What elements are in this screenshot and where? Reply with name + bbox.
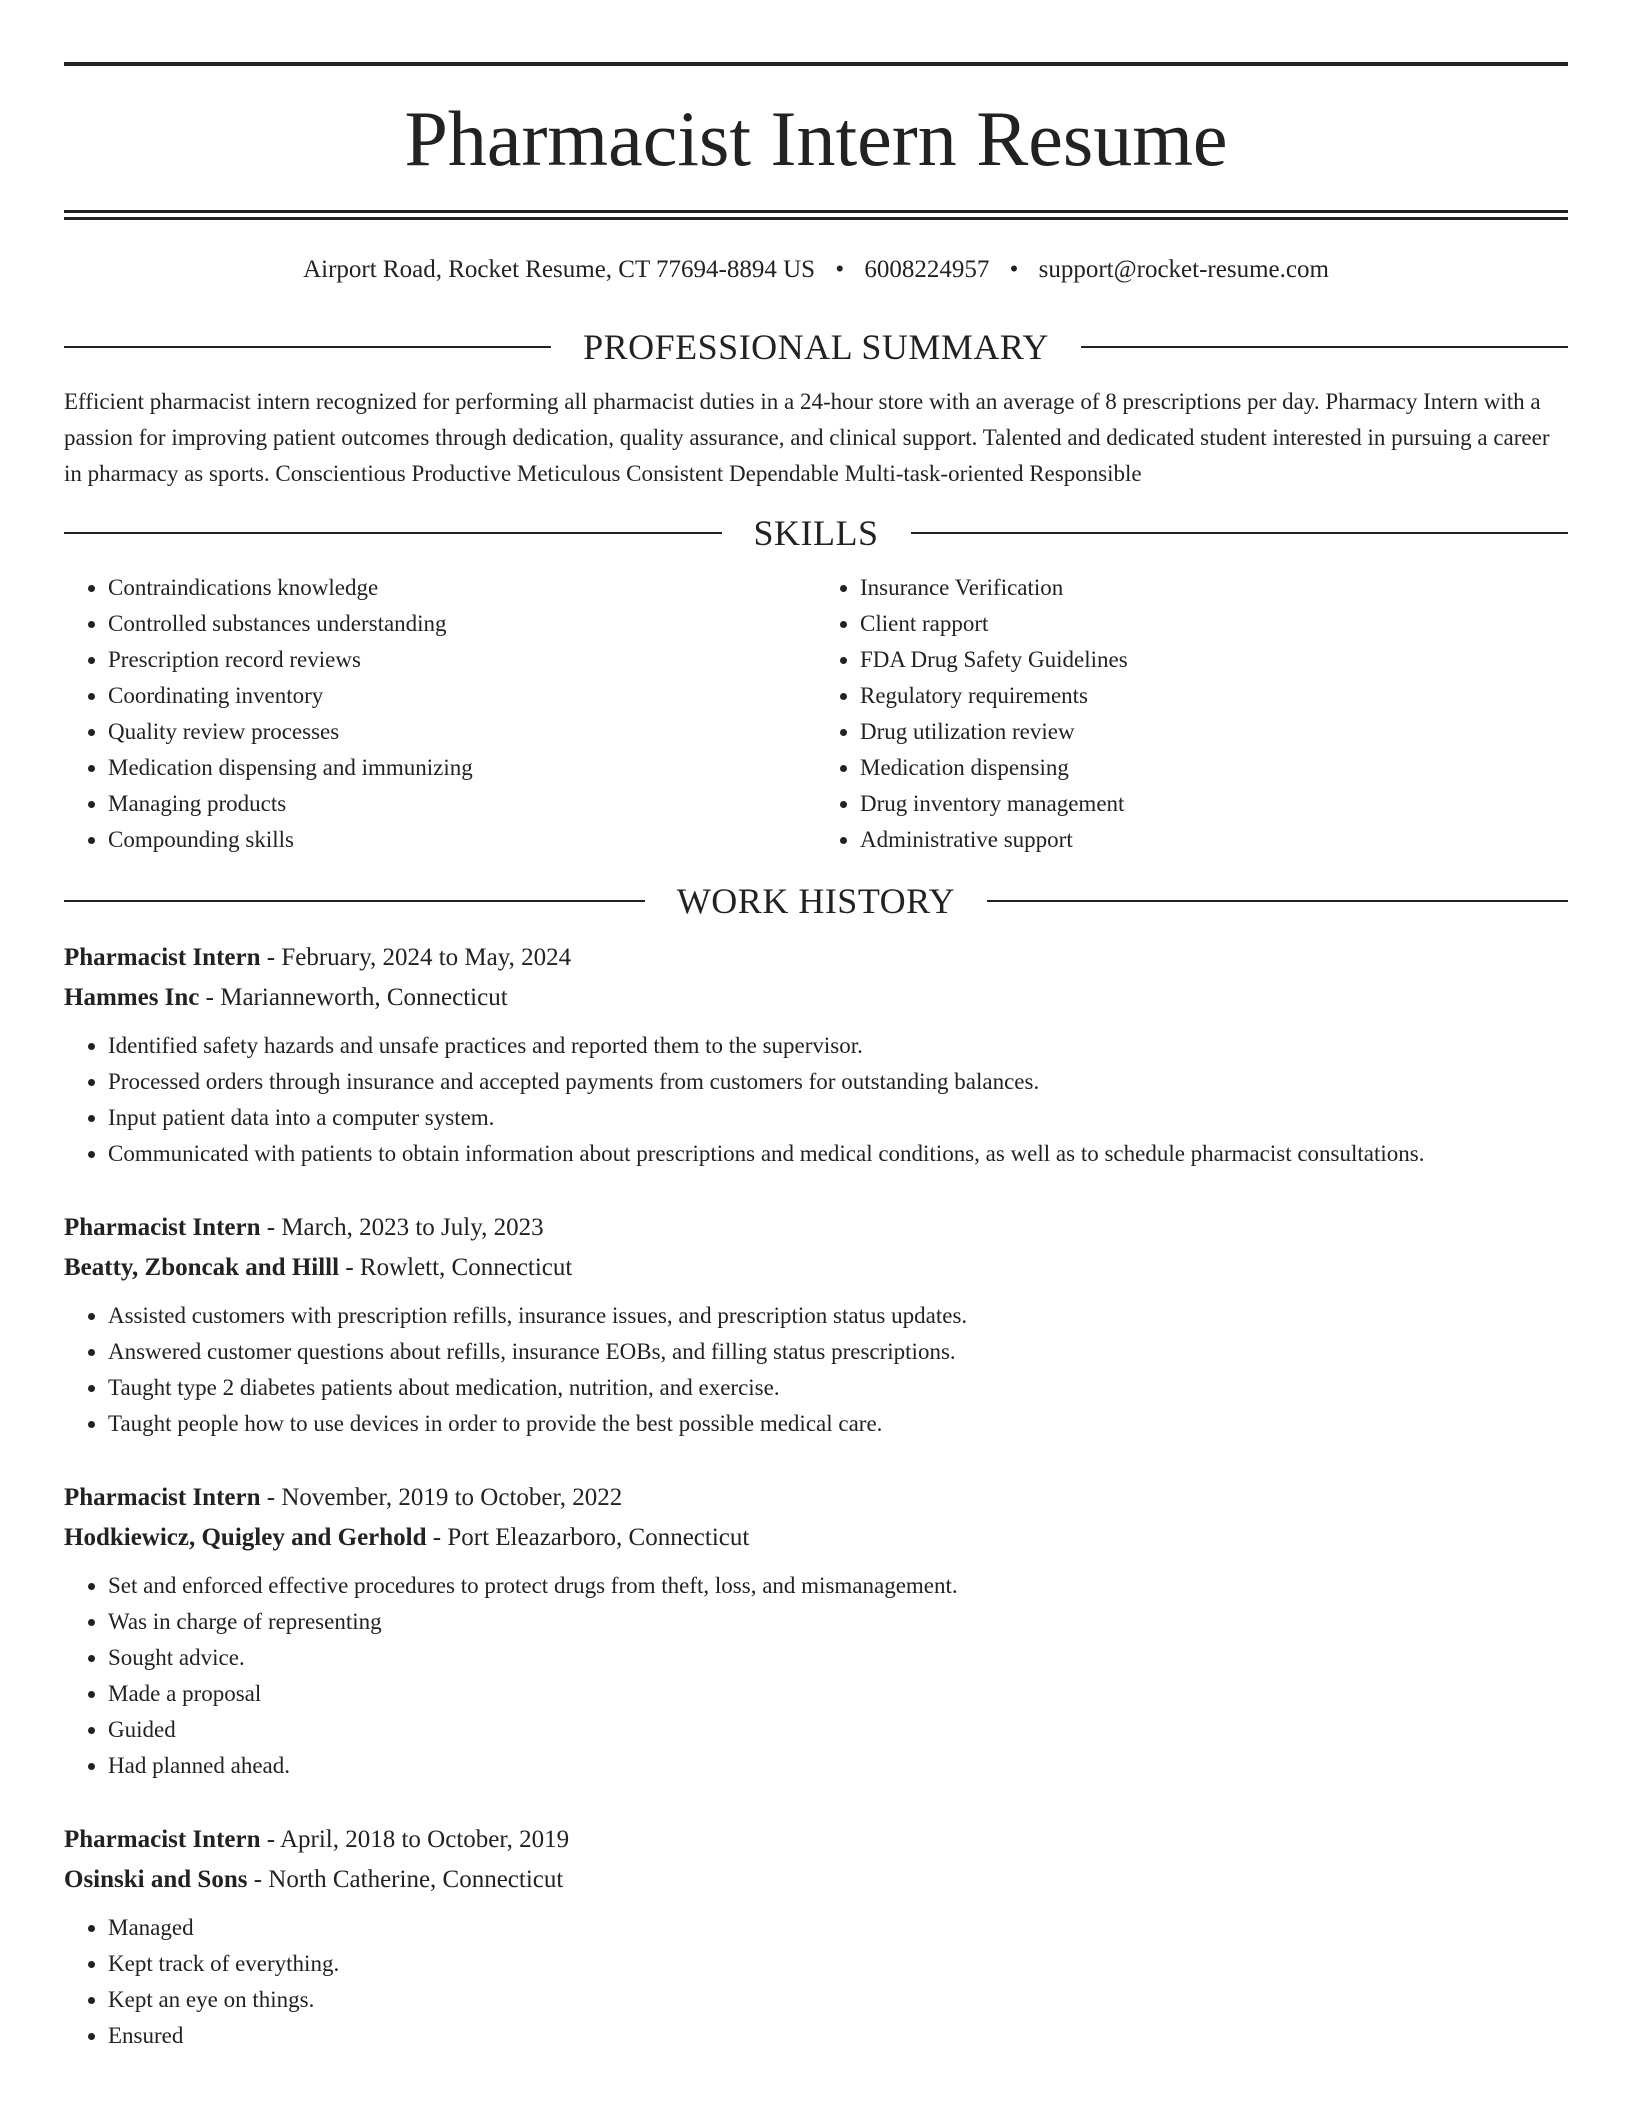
job-bullet: • Set and enforced effective procedures to protect drugs from theft, loss, and mismanagement. <box>108 1568 1568 1604</box>
job-bullet: • Kept an eye on things. <box>108 1982 1568 2018</box>
heading-rule <box>64 346 551 348</box>
skills-right-list <box>816 570 1568 858</box>
job-role: Pharmacist Intern <box>64 1826 261 1853</box>
job-bullet: • Sought advice. <box>108 1640 1568 1676</box>
heading-rule <box>911 532 1569 534</box>
summary-heading <box>64 326 1568 368</box>
job-bullet: • Answered customer questions about refills, insurance EOBs, and filling status prescriptions. <box>108 1334 1568 1370</box>
work-heading-label: WORK HISTORY <box>676 881 956 921</box>
resume-title: Pharmacist Intern Resume <box>404 95 1228 182</box>
job-role: Pharmacist Intern <box>64 944 261 971</box>
skill-item: • Drug utilization review <box>860 714 1568 750</box>
skills-left-list <box>64 570 816 858</box>
job-bullet: • Taught type 2 diabetes patients about medication, nutrition, and exercise. <box>108 1370 1568 1406</box>
job-bullet: • Had planned ahead. <box>108 1748 1568 1784</box>
job-bullets <box>64 1298 1568 1442</box>
job-entry <box>64 1820 1568 2054</box>
skill-item: • Managing products <box>108 786 816 822</box>
skill-item: • Compounding skills <box>108 822 816 858</box>
skill-item: • Medication dispensing <box>860 750 1568 786</box>
contact-email: support@rocket-resume.com <box>1038 256 1329 283</box>
job-bullet: • Managed <box>108 1910 1568 1946</box>
job-title-line <box>64 1208 1568 1248</box>
heading-rule <box>1081 346 1568 348</box>
job-dates: - February, 2024 to May, 2024 <box>266 944 572 971</box>
contact-address: Airport Road, Rocket Resume, CT 77694-8894 US <box>303 256 816 283</box>
skill-item: • Regulatory requirements <box>860 678 1568 714</box>
skill-item: • Coordinating inventory <box>108 678 816 714</box>
job-entry <box>64 1208 1568 1442</box>
job-company-line <box>64 978 1568 1018</box>
summary-text: Efficient pharmacist intern recognized for performing all pharmacist duties in a 24-hour store with an average of 8 prescriptions per day. Pharmacy Intern with a passion for improving patient outcomes through dedication, quality assurance, and clinical support. Talented and dedicated student interested in pursuing a career in pharmacy as sports. Conscientious Productive Meticulous Consistent Dependable Multi-task-oriented Responsible <box>64 389 1550 486</box>
contact-phone: 6008224957 <box>864 256 990 283</box>
job-company: Hammes Inc <box>64 984 200 1011</box>
job-entry <box>64 938 1568 1172</box>
job-role: Pharmacist Intern <box>64 1214 261 1241</box>
job-title-line <box>64 938 1568 978</box>
skills-heading <box>64 512 1568 554</box>
job-bullet: • Made a proposal <box>108 1676 1568 1712</box>
job-dates: - November, 2019 to October, 2022 <box>266 1484 623 1511</box>
contact-separator: • <box>1009 256 1019 283</box>
job-bullet: • Identified safety hazards and unsafe practices and reported them to the supervisor. <box>108 1028 1568 1064</box>
heading-rule <box>64 900 645 902</box>
work-heading <box>64 880 1568 922</box>
job-bullet: • Was in charge of representing <box>108 1604 1568 1640</box>
job-location: - Rowlett, Connecticut <box>345 1254 573 1281</box>
title-double-divider <box>64 210 1568 220</box>
job-bullet: • Taught people how to use devices in order to provide the best possible medical care. <box>108 1406 1568 1442</box>
job-title-line <box>64 1478 1568 1518</box>
skill-item: • Controlled substances understanding <box>108 606 816 642</box>
job-dates: - April, 2018 to October, 2019 <box>266 1826 570 1853</box>
job-company-line <box>64 1860 1568 1900</box>
job-entry <box>64 1478 1568 1784</box>
skill-item: • Client rapport <box>860 606 1568 642</box>
summary-heading-label: PROFESSIONAL SUMMARY <box>583 327 1049 367</box>
job-bullet: • Assisted customers with prescription refills, insurance issues, and prescription status updates. <box>108 1298 1568 1334</box>
skill-item: • Drug inventory management <box>860 786 1568 822</box>
job-role: Pharmacist Intern <box>64 1484 261 1511</box>
job-company-line <box>64 1248 1568 1288</box>
job-bullet: • Communicated with patients to obtain information about prescriptions and medical conditions, as well as to schedule pharmacist consultations. <box>108 1136 1568 1172</box>
skill-item: • Medication dispensing and immunizing <box>108 750 816 786</box>
job-location: - Port Eleazarboro, Connecticut <box>432 1524 750 1551</box>
job-dates: - March, 2023 to July, 2023 <box>266 1214 544 1241</box>
job-location: - North Catherine, Connecticut <box>253 1866 564 1893</box>
job-bullets <box>64 1568 1568 1784</box>
skill-item: • Quality review processes <box>108 714 816 750</box>
skills-columns <box>64 570 1568 858</box>
job-bullets <box>64 1910 1568 2054</box>
job-bullet: • Ensured <box>108 2018 1568 2054</box>
heading-rule <box>64 532 722 534</box>
job-company: Beatty, Zboncak and Hilll <box>64 1254 340 1281</box>
job-title-line <box>64 1820 1568 1860</box>
contact-separator: • <box>835 256 845 283</box>
skill-item: • FDA Drug Safety Guidelines <box>860 642 1568 678</box>
skills-heading-label: SKILLS <box>753 513 879 553</box>
job-bullet: • Kept track of everything. <box>108 1946 1568 1982</box>
skill-item: • Administrative support <box>860 822 1568 858</box>
top-divider <box>64 62 1568 66</box>
contact-line <box>64 256 1568 284</box>
job-bullet: • Input patient data into a computer system. <box>108 1100 1568 1136</box>
skill-item: • Prescription record reviews <box>108 642 816 678</box>
job-bullets <box>64 1028 1568 1172</box>
job-company-line <box>64 1518 1568 1558</box>
job-company: Hodkiewicz, Quigley and Gerhold <box>64 1524 427 1551</box>
skill-item: • Contraindications knowledge <box>108 570 816 606</box>
skill-item: • Insurance Verification <box>860 570 1568 606</box>
job-location: - Marianneworth, Connecticut <box>205 984 508 1011</box>
heading-rule <box>987 900 1568 902</box>
job-company: Osinski and Sons <box>64 1866 248 1893</box>
job-bullet: • Processed orders through insurance and accepted payments from customers for outstanding balances. <box>108 1064 1568 1100</box>
job-bullet: • Guided <box>108 1712 1568 1748</box>
